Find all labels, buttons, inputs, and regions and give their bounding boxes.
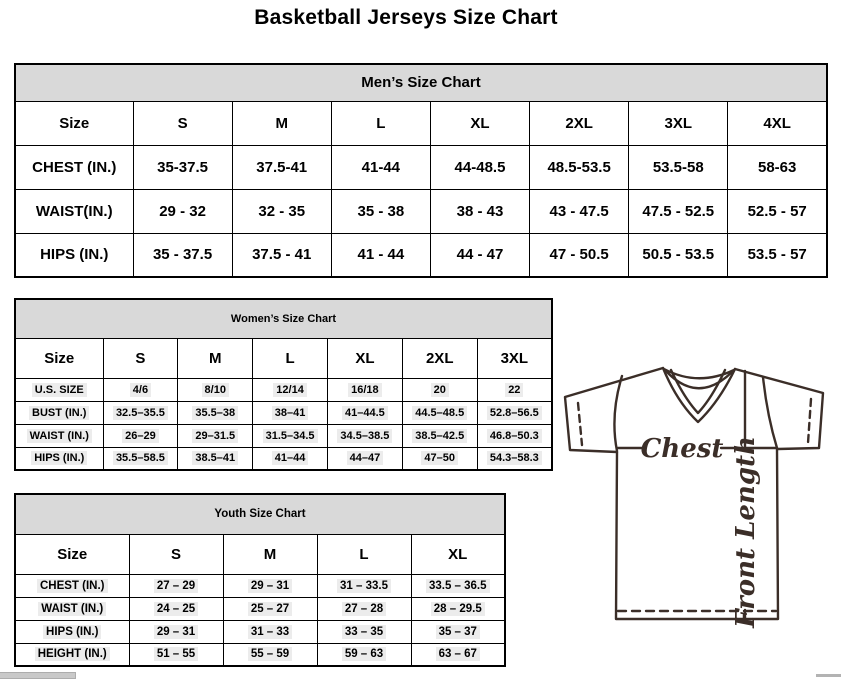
column-header-xl: XL [327,338,402,378]
cell-value: 44–47 [327,447,402,470]
cell-value: 29 – 31 [129,620,223,643]
cell-value: 32.5–35.5 [103,401,178,424]
row-label: CHEST (IN.) [15,145,133,189]
cell-value: 48.5-53.5 [530,145,629,189]
cell-value: 31 – 33 [223,620,317,643]
table-row [15,574,505,597]
cell-value: 35.5–58.5 [103,447,178,470]
column-header-3xl: 3XL [629,101,728,145]
table-row [15,643,505,666]
cell-value: 29 – 31 [223,574,317,597]
cell-value: 26–29 [103,424,178,447]
cell-value: 53.5-58 [629,145,728,189]
table-row [15,424,552,447]
cell-value: 25 – 27 [223,597,317,620]
cell-value: 4/6 [103,378,178,401]
cell-value: 38.5–42.5 [402,424,477,447]
cell-value: 24 – 25 [129,597,223,620]
cell-value: 41-44 [331,145,430,189]
cell-value: 41–44.5 [327,401,402,424]
cell-value: 37.5-41 [232,145,331,189]
cell-value: 41 - 44 [331,233,430,277]
jersey-left-armhole-seam [614,376,622,451]
column-header-s: S [129,534,223,574]
cell-value: 27 – 29 [129,574,223,597]
mens-size-table [14,63,828,278]
table-row [15,597,505,620]
column-header-s: S [133,101,232,145]
cell-value: 47.5 - 52.5 [629,189,728,233]
table-row [15,378,552,401]
cell-value: 33.5 – 36.5 [411,574,505,597]
horizontal-scrollbar-thumb[interactable] [0,672,76,679]
cell-value: 41–44 [253,447,328,470]
cell-value: 52.5 - 57 [728,189,827,233]
table-row [15,145,827,189]
cell-value: 44.5–48.5 [402,401,477,424]
cell-value: 44-48.5 [430,145,529,189]
corner-header: Size [15,101,133,145]
cell-value: 38.5–41 [178,447,253,470]
cell-value: 22 [477,378,552,401]
cell-value: 47–50 [402,447,477,470]
jersey-right-cuff-dashes [808,399,811,443]
table-row [15,233,827,277]
column-header-l: L [331,101,430,145]
cell-value: 47 - 50.5 [530,233,629,277]
row-label: WAIST (IN.) [15,597,129,620]
table-title: Women’s Size Chart [15,299,552,338]
column-header-m: M [178,338,253,378]
column-header-s: S [103,338,178,378]
column-header-l: L [253,338,328,378]
column-header-2xl: 2XL [530,101,629,145]
cell-value: 12/14 [253,378,328,401]
table-title: Men’s Size Chart [15,64,827,101]
column-header-m: M [232,101,331,145]
row-label: HIPS (IN.) [15,447,103,470]
table-row [15,447,552,470]
row-label: HIPS (IN.) [15,233,133,277]
cell-value: 52.8–56.5 [477,401,552,424]
cell-value: 63 – 67 [411,643,505,666]
jersey-diagram [558,360,843,630]
chest-measurement-label: Chest [640,434,724,464]
table-row [15,401,552,424]
womens-size-table [14,298,553,471]
jersey-right-armhole-seam [763,377,777,448]
column-header-xl: XL [411,534,505,574]
jersey-left-cuff-dashes [578,403,582,445]
column-header-l: L [317,534,411,574]
cell-value: 43 - 47.5 [530,189,629,233]
column-header-m: M [223,534,317,574]
cell-value: 53.5 - 57 [728,233,827,277]
cell-value: 32 - 35 [232,189,331,233]
cell-value: 31 – 33.5 [317,574,411,597]
scrollbar-fragment-right[interactable] [816,674,841,677]
cell-value: 28 – 29.5 [411,597,505,620]
column-header-4xl: 4XL [728,101,827,145]
cell-value: 35-37.5 [133,145,232,189]
cell-value: 35 - 38 [331,189,430,233]
front-length-measurement-label: Front Length [731,436,761,628]
cell-value: 51 – 55 [129,643,223,666]
row-label: U.S. SIZE [15,378,103,401]
cell-value: 20 [402,378,477,401]
table-title: Youth Size Chart [15,494,505,534]
cell-value: 29–31.5 [178,424,253,447]
cell-value: 31.5–34.5 [253,424,328,447]
cell-value: 8/10 [178,378,253,401]
cell-value: 55 – 59 [223,643,317,666]
youth-size-table [14,493,506,667]
cell-value: 35.5–38 [178,401,253,424]
cell-value: 50.5 - 53.5 [629,233,728,277]
cell-value: 38 - 43 [430,189,529,233]
row-label: WAIST (IN.) [15,424,103,447]
corner-header: Size [15,338,103,378]
cell-value: 44 - 47 [430,233,529,277]
table-row [15,189,827,233]
cell-value: 33 – 35 [317,620,411,643]
cell-value: 34.5–38.5 [327,424,402,447]
cell-value: 37.5 - 41 [232,233,331,277]
cell-value: 35 - 37.5 [133,233,232,277]
jersey-outline-svg [558,360,843,630]
cell-value: 38–41 [253,401,328,424]
cell-value: 29 - 32 [133,189,232,233]
table-row [15,620,505,643]
cell-value: 27 – 28 [317,597,411,620]
column-header-xl: XL [430,101,529,145]
row-label: BUST (IN.) [15,401,103,424]
cell-value: 59 – 63 [317,643,411,666]
cell-value: 16/18 [327,378,402,401]
row-label: WAIST(IN.) [15,189,133,233]
cell-value: 35 – 37 [411,620,505,643]
page-title: Basketball Jerseys Size Chart [254,6,558,29]
column-header-3xl: 3XL [477,338,552,378]
cell-value: 58-63 [728,145,827,189]
corner-header: Size [15,534,129,574]
cell-value: 46.8–50.3 [477,424,552,447]
row-label: CHEST (IN.) [15,574,129,597]
column-header-2xl: 2XL [402,338,477,378]
row-label: HEIGHT (IN.) [15,643,129,666]
row-label: HIPS (IN.) [15,620,129,643]
cell-value: 54.3–58.3 [477,447,552,470]
